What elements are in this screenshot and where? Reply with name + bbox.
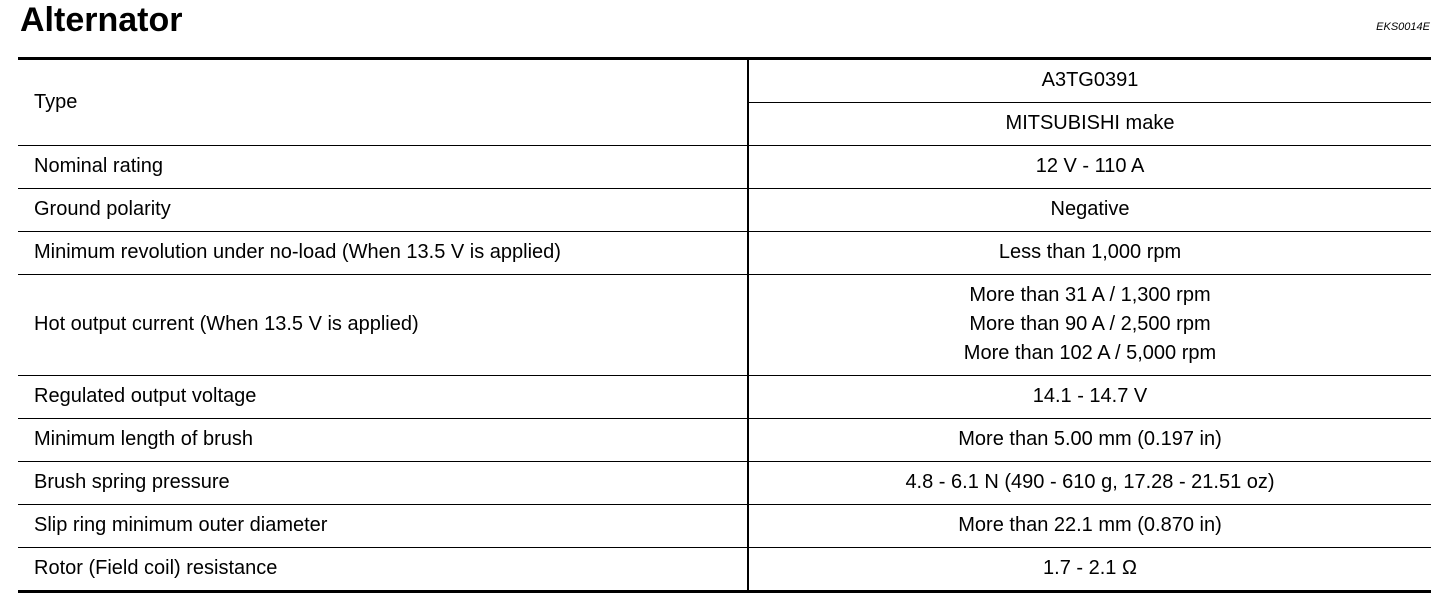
param-value: Negative (748, 189, 1431, 232)
param-value-line: More than 102 A / 5,000 rpm (963, 342, 1217, 364)
document-code: EKS0014E (1376, 21, 1430, 33)
table-row-regulated-voltage (18, 376, 1431, 419)
table-row-nominal-rating (18, 146, 1431, 189)
table-row-brush-length (18, 419, 1431, 462)
param-value: Less than 1,000 rpm (748, 232, 1431, 275)
page-title: Alternator (20, 1, 183, 39)
table-row-hot-output-current (18, 275, 1431, 376)
param-label: Rotor (Field coil) resistance (18, 548, 748, 592)
param-value: More than 22.1 mm (0.870 in) (748, 505, 1431, 548)
param-label: Regulated output voltage (18, 376, 748, 419)
param-value-multi (748, 275, 1431, 376)
param-value: 4.8 - 6.1 N (490 - 610 g, 17.28 - 21.51 oz) (748, 462, 1431, 505)
table-row-ground-polarity (18, 189, 1431, 232)
table-row-brush-spring-pressure (18, 462, 1431, 505)
param-value: 1.7 - 2.1 Ω (748, 548, 1431, 592)
param-value: 12 V - 110 A (748, 146, 1431, 189)
param-label: Hot output current (When 13.5 V is applied) (18, 275, 748, 376)
param-label-type: Type (18, 59, 748, 146)
alternator-spec-table (18, 57, 1431, 593)
param-value: More than 5.00 mm (0.197 in) (748, 419, 1431, 462)
param-value-line: More than 31 A / 1,300 rpm (969, 284, 1211, 306)
param-value: 14.1 - 14.7 V (748, 376, 1431, 419)
table-row-type-1 (18, 59, 1431, 103)
param-label: Nominal rating (18, 146, 748, 189)
param-label: Brush spring pressure (18, 462, 748, 505)
param-value-line: More than 90 A / 2,500 rpm (969, 313, 1211, 335)
table-row-slip-ring-diameter (18, 505, 1431, 548)
type-value-model: A3TG0391 (748, 59, 1431, 103)
type-value-make: MITSUBISHI make (748, 103, 1431, 146)
param-label: Minimum revolution under no-load (When 13.5 V is applied) (18, 232, 748, 275)
spec-table-body (18, 59, 1431, 592)
param-label: Minimum length of brush (18, 419, 748, 462)
param-label: Slip ring minimum outer diameter (18, 505, 748, 548)
param-label: Ground polarity (18, 189, 748, 232)
table-row-rotor-resistance (18, 548, 1431, 592)
table-row-min-revolution (18, 232, 1431, 275)
